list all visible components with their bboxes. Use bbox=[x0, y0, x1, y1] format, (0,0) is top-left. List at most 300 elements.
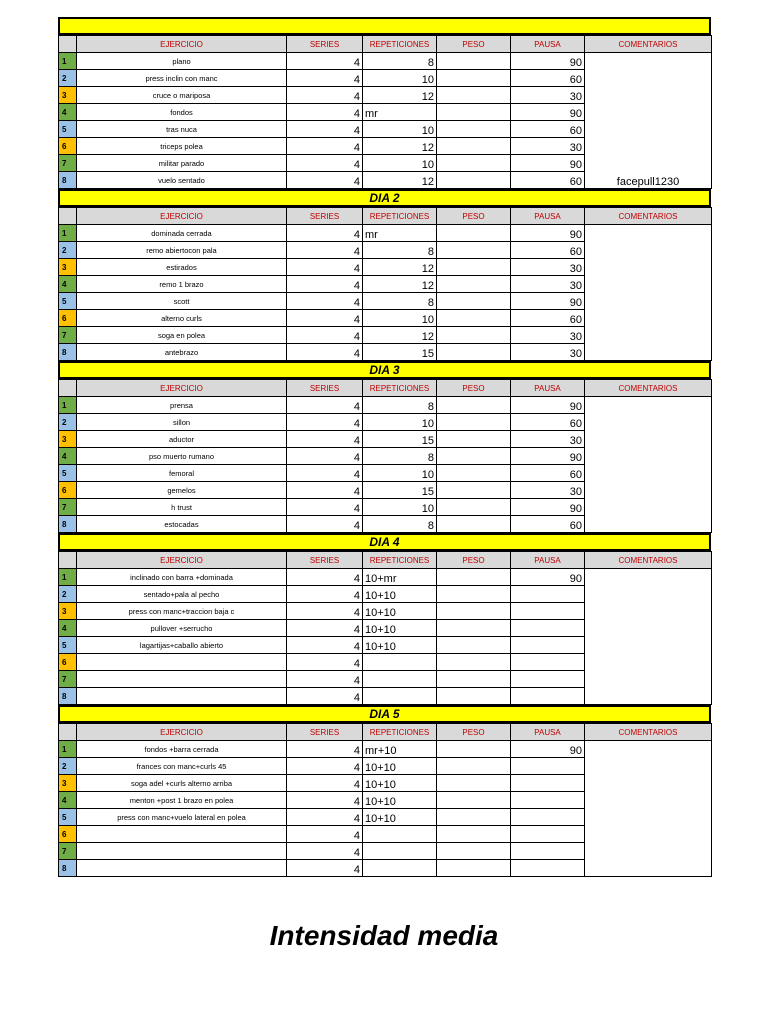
exercise-cell[interactable]: estirados bbox=[77, 259, 287, 276]
exercise-cell[interactable]: dominada cerrada bbox=[77, 225, 287, 242]
row-number[interactable]: 3 bbox=[59, 775, 77, 792]
reps-cell[interactable]: mr+10 bbox=[363, 741, 437, 758]
row-number[interactable]: 8 bbox=[59, 860, 77, 877]
exercise-cell[interactable]: plano bbox=[77, 53, 287, 70]
pausa-cell[interactable]: 60 bbox=[511, 516, 585, 533]
exercise-cell[interactable]: frances con manc+curls 45 bbox=[77, 758, 287, 775]
exercise-cell[interactable]: pso muerto rumano bbox=[77, 448, 287, 465]
pausa-cell[interactable] bbox=[511, 758, 585, 775]
exercise-cell[interactable]: femoral bbox=[77, 465, 287, 482]
header-peso: PESO bbox=[437, 724, 511, 741]
reps-cell[interactable]: 12 bbox=[363, 276, 437, 293]
row-number[interactable]: 4 bbox=[59, 620, 77, 637]
comments-cell[interactable] bbox=[585, 741, 712, 877]
header-row bbox=[59, 208, 712, 225]
peso-cell[interactable] bbox=[437, 860, 511, 877]
reps-cell[interactable]: 12 bbox=[363, 327, 437, 344]
peso-cell[interactable] bbox=[437, 397, 511, 414]
pausa-cell[interactable]: 60 bbox=[511, 242, 585, 259]
pausa-cell[interactable]: 90 bbox=[511, 741, 585, 758]
peso-cell[interactable] bbox=[437, 654, 511, 671]
reps-cell[interactable]: 10+10 bbox=[363, 758, 437, 775]
day-table bbox=[58, 379, 712, 533]
row-number[interactable]: 1 bbox=[59, 569, 77, 586]
series-cell[interactable]: 4 bbox=[287, 482, 363, 499]
reps-cell[interactable]: 10+mr bbox=[363, 569, 437, 586]
header-row bbox=[59, 552, 712, 569]
reps-cell[interactable]: 12 bbox=[363, 87, 437, 104]
series-cell[interactable]: 4 bbox=[287, 53, 363, 70]
reps-cell[interactable]: 15 bbox=[363, 482, 437, 499]
pausa-cell[interactable]: 60 bbox=[511, 121, 585, 138]
series-cell[interactable]: 4 bbox=[287, 775, 363, 792]
table-row bbox=[59, 53, 712, 70]
pausa-cell[interactable] bbox=[511, 775, 585, 792]
peso-cell[interactable] bbox=[437, 414, 511, 431]
exercise-cell[interactable]: alterno curls bbox=[77, 310, 287, 327]
exercise-cell[interactable]: triceps polea bbox=[77, 138, 287, 155]
series-cell[interactable]: 4 bbox=[287, 569, 363, 586]
exercise-cell[interactable]: press con manc+vuelo lateral en polea bbox=[77, 809, 287, 826]
header-repeticiones: REPETICIONES bbox=[363, 208, 437, 225]
series-cell[interactable]: 4 bbox=[287, 259, 363, 276]
peso-cell[interactable] bbox=[437, 104, 511, 121]
pausa-cell[interactable]: 60 bbox=[511, 310, 585, 327]
reps-cell[interactable]: 10+10 bbox=[363, 620, 437, 637]
peso-cell[interactable] bbox=[437, 310, 511, 327]
exercise-cell[interactable]: aductor bbox=[77, 431, 287, 448]
table-row bbox=[59, 741, 712, 758]
header-number bbox=[59, 208, 77, 225]
pausa-cell[interactable] bbox=[511, 843, 585, 860]
peso-cell[interactable] bbox=[437, 138, 511, 155]
row-number[interactable]: 7 bbox=[59, 327, 77, 344]
header-ejercicio: EJERCICIO bbox=[77, 552, 287, 569]
header-ejercicio: EJERCICIO bbox=[77, 724, 287, 741]
exercise-cell[interactable] bbox=[77, 654, 287, 671]
exercise-cell[interactable] bbox=[77, 843, 287, 860]
series-cell[interactable]: 4 bbox=[287, 792, 363, 809]
day-table bbox=[58, 35, 712, 189]
day-title-bar: DIA 5 bbox=[58, 705, 711, 723]
row-number[interactable]: 4 bbox=[59, 448, 77, 465]
exercise-cell[interactable] bbox=[77, 688, 287, 705]
pausa-cell[interactable]: 90 bbox=[511, 155, 585, 172]
peso-cell[interactable] bbox=[437, 242, 511, 259]
peso-cell[interactable] bbox=[437, 671, 511, 688]
reps-cell[interactable] bbox=[363, 654, 437, 671]
reps-cell[interactable] bbox=[363, 843, 437, 860]
row-number[interactable]: 3 bbox=[59, 259, 77, 276]
series-cell[interactable]: 4 bbox=[287, 809, 363, 826]
header-series: SERIES bbox=[287, 552, 363, 569]
comments-cell[interactable] bbox=[585, 225, 712, 361]
reps-cell[interactable]: 12 bbox=[363, 172, 437, 189]
reps-cell[interactable] bbox=[363, 688, 437, 705]
reps-cell[interactable]: 8 bbox=[363, 397, 437, 414]
series-cell[interactable]: 4 bbox=[287, 654, 363, 671]
header-pausa: PAUSA bbox=[511, 36, 585, 53]
header-repeticiones: REPETICIONES bbox=[363, 724, 437, 741]
row-number[interactable]: 5 bbox=[59, 293, 77, 310]
header-peso: PESO bbox=[437, 36, 511, 53]
pausa-cell[interactable]: 30 bbox=[511, 344, 585, 361]
pausa-cell[interactable] bbox=[511, 688, 585, 705]
header-comentarios: COMENTARIOS bbox=[585, 724, 712, 741]
pausa-cell[interactable] bbox=[511, 809, 585, 826]
exercise-cell[interactable]: menton +post 1 brazo en polea bbox=[77, 792, 287, 809]
comments-cell[interactable]: facepull1230 bbox=[585, 53, 712, 189]
pausa-cell[interactable]: 90 bbox=[511, 448, 585, 465]
peso-cell[interactable] bbox=[437, 586, 511, 603]
series-cell[interactable]: 4 bbox=[287, 242, 363, 259]
reps-cell[interactable]: 12 bbox=[363, 259, 437, 276]
row-number[interactable]: 4 bbox=[59, 104, 77, 121]
header-number bbox=[59, 552, 77, 569]
reps-cell[interactable] bbox=[363, 860, 437, 877]
comments-cell[interactable] bbox=[585, 397, 712, 533]
series-cell[interactable]: 4 bbox=[287, 688, 363, 705]
peso-cell[interactable] bbox=[437, 569, 511, 586]
series-cell[interactable]: 4 bbox=[287, 310, 363, 327]
reps-cell[interactable] bbox=[363, 826, 437, 843]
peso-cell[interactable] bbox=[437, 121, 511, 138]
pausa-cell[interactable]: 90 bbox=[511, 104, 585, 121]
row-number[interactable]: 6 bbox=[59, 482, 77, 499]
header-number bbox=[59, 380, 77, 397]
row-number[interactable]: 6 bbox=[59, 310, 77, 327]
pausa-cell[interactable]: 60 bbox=[511, 465, 585, 482]
day-table bbox=[58, 207, 712, 361]
exercise-cell[interactable]: remo abiertocon pala bbox=[77, 242, 287, 259]
day-title-bar: DIA 2 bbox=[58, 189, 711, 207]
peso-cell[interactable] bbox=[437, 465, 511, 482]
peso-cell[interactable] bbox=[437, 225, 511, 242]
exercise-cell[interactable]: prensa bbox=[77, 397, 287, 414]
exercise-cell[interactable]: h trust bbox=[77, 499, 287, 516]
exercise-cell[interactable]: tras nuca bbox=[77, 121, 287, 138]
row-number[interactable]: 1 bbox=[59, 397, 77, 414]
series-cell[interactable]: 4 bbox=[287, 516, 363, 533]
peso-cell[interactable] bbox=[437, 792, 511, 809]
row-number[interactable]: 2 bbox=[59, 70, 77, 87]
header-comentarios: COMENTARIOS bbox=[585, 552, 712, 569]
series-cell[interactable]: 4 bbox=[287, 499, 363, 516]
row-number[interactable]: 6 bbox=[59, 654, 77, 671]
header-pausa: PAUSA bbox=[511, 724, 585, 741]
reps-cell[interactable]: 15 bbox=[363, 431, 437, 448]
exercise-cell[interactable]: estocadas bbox=[77, 516, 287, 533]
header-peso: PESO bbox=[437, 380, 511, 397]
row-number[interactable]: 7 bbox=[59, 843, 77, 860]
header-ejercicio: EJERCICIO bbox=[77, 380, 287, 397]
row-number[interactable]: 2 bbox=[59, 242, 77, 259]
reps-cell[interactable]: 10 bbox=[363, 465, 437, 482]
header-repeticiones: REPETICIONES bbox=[363, 552, 437, 569]
header-row bbox=[59, 724, 712, 741]
peso-cell[interactable] bbox=[437, 155, 511, 172]
row-number[interactable]: 8 bbox=[59, 172, 77, 189]
exercise-cell[interactable] bbox=[77, 860, 287, 877]
row-number[interactable]: 7 bbox=[59, 155, 77, 172]
header-series: SERIES bbox=[287, 724, 363, 741]
series-cell[interactable]: 4 bbox=[287, 327, 363, 344]
row-number[interactable]: 4 bbox=[59, 792, 77, 809]
reps-cell[interactable]: 8 bbox=[363, 516, 437, 533]
pausa-cell[interactable] bbox=[511, 620, 585, 637]
reps-cell[interactable]: 10 bbox=[363, 70, 437, 87]
exercise-cell[interactable]: press con manc+traccion baja c bbox=[77, 603, 287, 620]
pausa-cell[interactable]: 30 bbox=[511, 276, 585, 293]
header-row bbox=[59, 380, 712, 397]
reps-cell[interactable]: 8 bbox=[363, 293, 437, 310]
pausa-cell[interactable] bbox=[511, 792, 585, 809]
exercise-cell[interactable]: pullover +serrucho bbox=[77, 620, 287, 637]
day-table bbox=[58, 723, 712, 877]
row-number[interactable]: 7 bbox=[59, 671, 77, 688]
exercise-cell[interactable]: soga adel +curls alterno arriba bbox=[77, 775, 287, 792]
reps-cell[interactable]: 10 bbox=[363, 121, 437, 138]
exercise-cell[interactable]: fondos bbox=[77, 104, 287, 121]
series-cell[interactable]: 4 bbox=[287, 87, 363, 104]
exercise-cell[interactable]: fondos +barra cerrada bbox=[77, 741, 287, 758]
series-cell[interactable]: 4 bbox=[287, 758, 363, 775]
reps-cell[interactable]: 10 bbox=[363, 310, 437, 327]
peso-cell[interactable] bbox=[437, 499, 511, 516]
header-comentarios: COMENTARIOS bbox=[585, 36, 712, 53]
series-cell[interactable]: 4 bbox=[287, 431, 363, 448]
peso-cell[interactable] bbox=[437, 327, 511, 344]
pausa-cell[interactable] bbox=[511, 860, 585, 877]
series-cell[interactable]: 4 bbox=[287, 860, 363, 877]
row-number[interactable]: 1 bbox=[59, 741, 77, 758]
series-cell[interactable]: 4 bbox=[287, 603, 363, 620]
exercise-cell[interactable] bbox=[77, 671, 287, 688]
peso-cell[interactable] bbox=[437, 482, 511, 499]
peso-cell[interactable] bbox=[437, 637, 511, 654]
row-number[interactable]: 2 bbox=[59, 758, 77, 775]
row-number[interactable]: 7 bbox=[59, 499, 77, 516]
reps-cell[interactable]: 10 bbox=[363, 155, 437, 172]
exercise-cell[interactable]: inclinado con barra +dominada bbox=[77, 569, 287, 586]
pausa-cell[interactable]: 30 bbox=[511, 259, 585, 276]
peso-cell[interactable] bbox=[437, 620, 511, 637]
row-number[interactable]: 3 bbox=[59, 603, 77, 620]
header-peso: PESO bbox=[437, 552, 511, 569]
pausa-cell[interactable]: 90 bbox=[511, 53, 585, 70]
reps-cell[interactable]: 10+10 bbox=[363, 586, 437, 603]
series-cell[interactable]: 4 bbox=[287, 826, 363, 843]
exercise-cell[interactable]: remo 1 brazo bbox=[77, 276, 287, 293]
peso-cell[interactable] bbox=[437, 516, 511, 533]
pausa-cell[interactable]: 90 bbox=[511, 225, 585, 242]
reps-cell[interactable]: mr bbox=[363, 104, 437, 121]
header-series: SERIES bbox=[287, 36, 363, 53]
series-cell[interactable]: 4 bbox=[287, 465, 363, 482]
peso-cell[interactable] bbox=[437, 293, 511, 310]
pausa-cell[interactable]: 60 bbox=[511, 414, 585, 431]
row-number[interactable]: 6 bbox=[59, 138, 77, 155]
exercise-cell[interactable]: gemelos bbox=[77, 482, 287, 499]
header-ejercicio: EJERCICIO bbox=[77, 208, 287, 225]
pausa-cell[interactable]: 90 bbox=[511, 293, 585, 310]
row-number[interactable]: 1 bbox=[59, 225, 77, 242]
header-pausa: PAUSA bbox=[511, 552, 585, 569]
peso-cell[interactable] bbox=[437, 172, 511, 189]
pausa-cell[interactable] bbox=[511, 603, 585, 620]
pausa-cell[interactable]: 60 bbox=[511, 70, 585, 87]
series-cell[interactable]: 4 bbox=[287, 397, 363, 414]
header-pausa: PAUSA bbox=[511, 380, 585, 397]
exercise-cell[interactable]: soga en polea bbox=[77, 327, 287, 344]
peso-cell[interactable] bbox=[437, 87, 511, 104]
table-row bbox=[59, 225, 712, 242]
header-comentarios: COMENTARIOS bbox=[585, 380, 712, 397]
pausa-cell[interactable] bbox=[511, 654, 585, 671]
comments-cell[interactable] bbox=[585, 569, 712, 705]
row-number[interactable]: 8 bbox=[59, 516, 77, 533]
pausa-cell[interactable]: 30 bbox=[511, 327, 585, 344]
exercise-cell[interactable]: press inclin con manc bbox=[77, 70, 287, 87]
row-number[interactable]: 5 bbox=[59, 809, 77, 826]
table-row bbox=[59, 397, 712, 414]
peso-cell[interactable] bbox=[437, 431, 511, 448]
pausa-cell[interactable]: 90 bbox=[511, 499, 585, 516]
peso-cell[interactable] bbox=[437, 688, 511, 705]
row-number[interactable]: 2 bbox=[59, 586, 77, 603]
series-cell[interactable]: 4 bbox=[287, 843, 363, 860]
pausa-cell[interactable] bbox=[511, 826, 585, 843]
header-number bbox=[59, 724, 77, 741]
series-cell[interactable]: 4 bbox=[287, 586, 363, 603]
pausa-cell[interactable]: 90 bbox=[511, 569, 585, 586]
header-series: SERIES bbox=[287, 208, 363, 225]
peso-cell[interactable] bbox=[437, 775, 511, 792]
series-cell[interactable]: 4 bbox=[287, 741, 363, 758]
peso-cell[interactable] bbox=[437, 603, 511, 620]
pausa-cell[interactable] bbox=[511, 637, 585, 654]
row-number[interactable]: 6 bbox=[59, 826, 77, 843]
reps-cell[interactable]: 10 bbox=[363, 499, 437, 516]
peso-cell[interactable] bbox=[437, 448, 511, 465]
reps-cell[interactable]: 8 bbox=[363, 53, 437, 70]
peso-cell[interactable] bbox=[437, 53, 511, 70]
series-cell[interactable]: 4 bbox=[287, 138, 363, 155]
pausa-cell[interactable]: 30 bbox=[511, 431, 585, 448]
reps-cell[interactable]: 10+10 bbox=[363, 792, 437, 809]
reps-cell[interactable]: 15 bbox=[363, 344, 437, 361]
header-repeticiones: REPETICIONES bbox=[363, 380, 437, 397]
series-cell[interactable]: 4 bbox=[287, 344, 363, 361]
row-number[interactable]: 2 bbox=[59, 414, 77, 431]
exercise-cell[interactable]: scott bbox=[77, 293, 287, 310]
day-title-bar bbox=[58, 17, 711, 35]
peso-cell[interactable] bbox=[437, 276, 511, 293]
row-number[interactable]: 5 bbox=[59, 121, 77, 138]
peso-cell[interactable] bbox=[437, 741, 511, 758]
reps-cell[interactable]: mr bbox=[363, 225, 437, 242]
reps-cell[interactable]: 8 bbox=[363, 448, 437, 465]
series-cell[interactable]: 4 bbox=[287, 620, 363, 637]
row-number[interactable]: 5 bbox=[59, 465, 77, 482]
peso-cell[interactable] bbox=[437, 843, 511, 860]
peso-cell[interactable] bbox=[437, 758, 511, 775]
reps-cell[interactable]: 10+10 bbox=[363, 603, 437, 620]
series-cell[interactable]: 4 bbox=[287, 276, 363, 293]
exercise-cell[interactable]: sillon bbox=[77, 414, 287, 431]
row-number[interactable]: 1 bbox=[59, 53, 77, 70]
series-cell[interactable]: 4 bbox=[287, 414, 363, 431]
exercise-cell[interactable]: militar parado bbox=[77, 155, 287, 172]
series-cell[interactable]: 4 bbox=[287, 155, 363, 172]
series-cell[interactable]: 4 bbox=[287, 637, 363, 654]
reps-cell[interactable] bbox=[363, 671, 437, 688]
reps-cell[interactable]: 10+10 bbox=[363, 637, 437, 654]
reps-cell[interactable]: 10+10 bbox=[363, 809, 437, 826]
day-table bbox=[58, 551, 712, 705]
pausa-cell[interactable]: 30 bbox=[511, 138, 585, 155]
reps-cell[interactable]: 12 bbox=[363, 138, 437, 155]
series-cell[interactable]: 4 bbox=[287, 172, 363, 189]
pausa-cell[interactable]: 30 bbox=[511, 87, 585, 104]
header-repeticiones: REPETICIONES bbox=[363, 36, 437, 53]
table-row bbox=[59, 569, 712, 586]
pausa-cell[interactable] bbox=[511, 586, 585, 603]
series-cell[interactable]: 4 bbox=[287, 448, 363, 465]
series-cell[interactable]: 4 bbox=[287, 293, 363, 310]
reps-cell[interactable]: 8 bbox=[363, 242, 437, 259]
peso-cell[interactable] bbox=[437, 344, 511, 361]
exercise-cell[interactable]: sentado+pala al pecho bbox=[77, 586, 287, 603]
exercise-cell[interactable]: vuelo sentado bbox=[77, 172, 287, 189]
header-comentarios: COMENTARIOS bbox=[585, 208, 712, 225]
exercise-cell[interactable]: antebrazo bbox=[77, 344, 287, 361]
row-number[interactable]: 3 bbox=[59, 431, 77, 448]
header-peso: PESO bbox=[437, 208, 511, 225]
peso-cell[interactable] bbox=[437, 809, 511, 826]
row-number[interactable]: 8 bbox=[59, 688, 77, 705]
exercise-cell[interactable]: lagartijas+caballo abierto bbox=[77, 637, 287, 654]
pausa-cell[interactable] bbox=[511, 671, 585, 688]
workout-sheet bbox=[58, 17, 711, 877]
day-title-bar: DIA 4 bbox=[58, 533, 711, 551]
exercise-cell[interactable] bbox=[77, 826, 287, 843]
pausa-cell[interactable]: 60 bbox=[511, 172, 585, 189]
pausa-cell[interactable]: 30 bbox=[511, 482, 585, 499]
series-cell[interactable]: 4 bbox=[287, 104, 363, 121]
series-cell[interactable]: 4 bbox=[287, 671, 363, 688]
exercise-cell[interactable]: cruce o mariposa bbox=[77, 87, 287, 104]
row-number[interactable]: 5 bbox=[59, 637, 77, 654]
reps-cell[interactable]: 10+10 bbox=[363, 775, 437, 792]
series-cell[interactable]: 4 bbox=[287, 121, 363, 138]
pausa-cell[interactable]: 90 bbox=[511, 397, 585, 414]
series-cell[interactable]: 4 bbox=[287, 70, 363, 87]
series-cell[interactable]: 4 bbox=[287, 225, 363, 242]
peso-cell[interactable] bbox=[437, 70, 511, 87]
header-row bbox=[59, 36, 712, 53]
header-pausa: PAUSA bbox=[511, 208, 585, 225]
row-number[interactable]: 8 bbox=[59, 344, 77, 361]
footer-title: Intensidad media bbox=[269, 920, 499, 951]
row-number[interactable]: 3 bbox=[59, 87, 77, 104]
row-number[interactable]: 4 bbox=[59, 276, 77, 293]
reps-cell[interactable]: 10 bbox=[363, 414, 437, 431]
peso-cell[interactable] bbox=[437, 259, 511, 276]
peso-cell[interactable] bbox=[437, 826, 511, 843]
header-number bbox=[59, 36, 77, 53]
header-ejercicio: EJERCICIO bbox=[77, 36, 287, 53]
